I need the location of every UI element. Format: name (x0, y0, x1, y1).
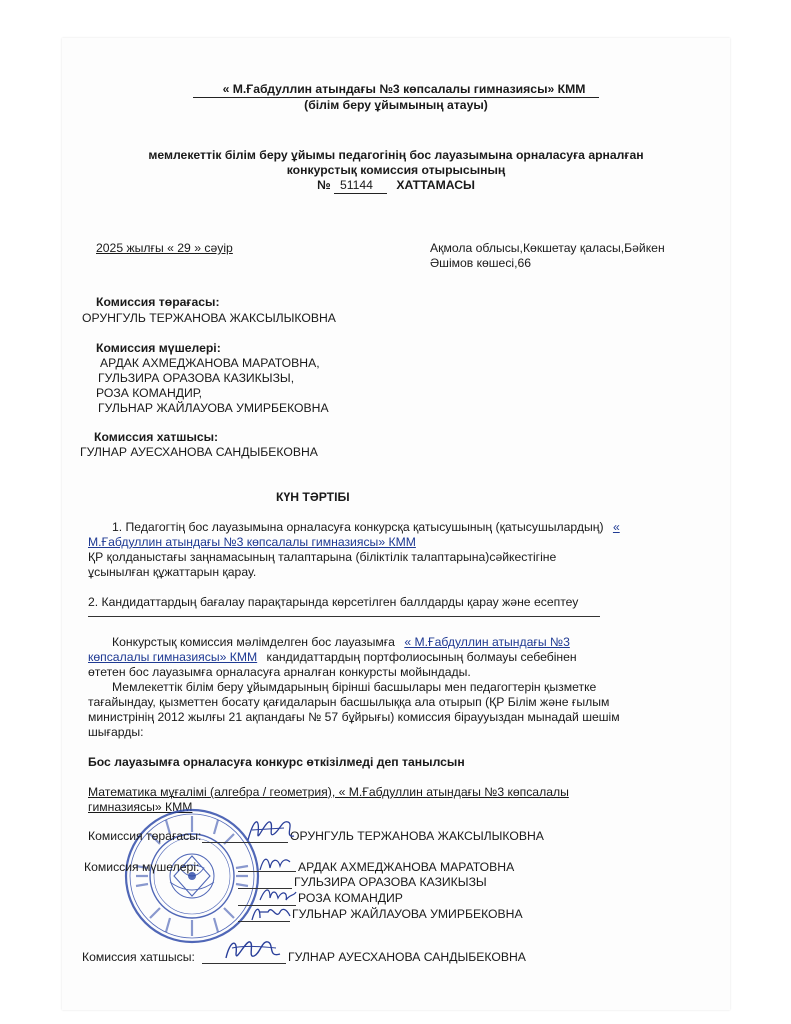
org-caption: (білім беру ұйымының атауы) (304, 98, 488, 112)
org-name: « М.Ғабдуллин атындағы №3 көпсалалы гимназиясы» КММ (193, 82, 600, 98)
position-line-a: Математика мұғалімі (алгебра / геометрия), « М.Ғабдуллин атындағы №3 көпсалалы (88, 785, 569, 799)
doc-place-line-1: Ақмола облысы,Көкшетау қаласы,Бәйкен (430, 241, 665, 255)
sig-secretary-name: ГУЛНАР АУЕСХАНОВА САНДЫБЕКОВНА (288, 950, 526, 964)
secretary-name: ГУЛНАР АУЕСХАНОВА САНДЫБЕКОВНА (80, 445, 318, 459)
title-line-1: мемлекеттік білім беру ұйымы педагогінің бос лауазымына орналасуға арналған (148, 148, 644, 162)
handwritten-signature (250, 900, 294, 924)
paragraph-2-line-b: тағайындау, қызметтен босату қағидаларын басшылыққа ала отырып (ҚР Білім және ғылым (88, 695, 610, 709)
members-label: Комиссия мүшелері: (96, 341, 221, 355)
sig-chair-name: ОРУНГУЛЬ ТЕРЖАНОВА ЖАКСЫЛЫКОВНА (290, 829, 544, 843)
title-line-2: конкурстық комиссия отырысының (286, 163, 506, 177)
paragraph-2-line-a: Мемлекеттік білім беру ұйымдарының бірінші басшылары мен педагогтерін қызметке (112, 680, 597, 694)
handwritten-signature (222, 934, 286, 964)
protocol-number: 51144 (334, 178, 387, 194)
org-name-line (62, 82, 730, 98)
paragraph-1-line-a: Конкурстық комиссия мәлімделген бос лауазымға « М.Ғабдуллин атындағы №3 (112, 635, 570, 649)
secretary-label: Комиссия хатшысы: (94, 430, 219, 444)
paragraph-2-line-c: министрінің 2012 жылғы 21 ақпандағы № 57 бұйрығы) комиссия біраууыздан мынадай шешім (88, 710, 620, 724)
handwritten-signature (258, 852, 292, 874)
paragraph-2-line-d: шығарды: (88, 725, 144, 739)
decision: Бос лауазымға орналасуға конкурс өткізілмеді деп танылсын (88, 755, 465, 769)
sig-secretary-label: Комиссия хатшысы: (82, 950, 195, 964)
doc-date: 2025 жылғы « 29 » сәуір (96, 241, 233, 255)
agenda-heading: КҮН ТӘРТІБІ (276, 490, 350, 504)
protocol-number-line (62, 178, 730, 194)
sig-member-name: ГУЛЬЗИРА ОРАЗОВА КАЗИКЫЗЫ (294, 875, 487, 889)
agenda-item-1-line-d: ұсынылған құжаттарын қарау. (88, 565, 257, 579)
chair-label: Комиссия төрағасы: (96, 295, 220, 309)
sig-member-name: ГУЛЬНАР ЖАЙЛАУОВА УМИРБЕКОВНА (292, 907, 523, 921)
member-name: ГУЛЬЗИРА ОРАЗОВА КАЗИКЫЗЫ, (98, 371, 295, 385)
doc-type: ХАТТАМАСЫ (396, 178, 475, 192)
member-name: АРДАК АХМЕДЖАНОВА МАРАТОВНА, (100, 356, 320, 370)
sig-member-name: АРДАК АХМЕДЖАНОВА МАРАТОВНА (298, 860, 515, 874)
sig-member-name: РОЗА КОМАНДИР (298, 891, 403, 905)
chair-name: ОРУНГУЛЬ ТЕРЖАНОВА ЖАКСЫЛЫКОВНА (82, 311, 336, 325)
agenda-item-1-line-b: М.Ғабдуллин атындағы №3 көпсалалы гимназиясы» КММ (88, 535, 416, 549)
divider (88, 616, 600, 617)
paragraph-1-line-b: көпсалалы гимназиясы» КММ кандидаттардың портфолиосының болмауы себебінен (88, 650, 577, 664)
agenda-item-1-line-a: 1. Педагогтің бос лауазымына орналасуға конкурсқа қатысушының (қатысушылардың) « (112, 520, 620, 534)
position-line-b: гимназиясы» КММ (88, 800, 193, 814)
sig-chair-label: Комиссия төрағасы: (88, 829, 202, 843)
sig-members-label: Комиссия мүшелері: (84, 860, 200, 874)
member-name: РОЗА КОМАНДИР, (96, 386, 202, 400)
paragraph-1-line-c: өтетен бос лауазымға орналасуға арналған конкурсты мойындады. (88, 665, 471, 679)
doc-place-line-2: Әшімов көшесі,66 (430, 256, 532, 270)
official-stamp (122, 806, 262, 946)
handwritten-signature (244, 812, 298, 846)
member-name: ГУЛЬНАР ЖАЙЛАУОВА УМИРБЕКОВНА (98, 401, 329, 415)
agenda-item-1-line-c: ҚР қолданыстағы заңнамасының талаптарына (біліктілік талаптарына)сәйкестігіне (88, 550, 557, 564)
number-prefix: № (316, 178, 331, 192)
document-page (62, 38, 730, 1010)
agenda-item-2: 2. Кандидаттардың бағалау парақтарында көрсетілген баллдарды қарау және есептеу (88, 595, 579, 609)
